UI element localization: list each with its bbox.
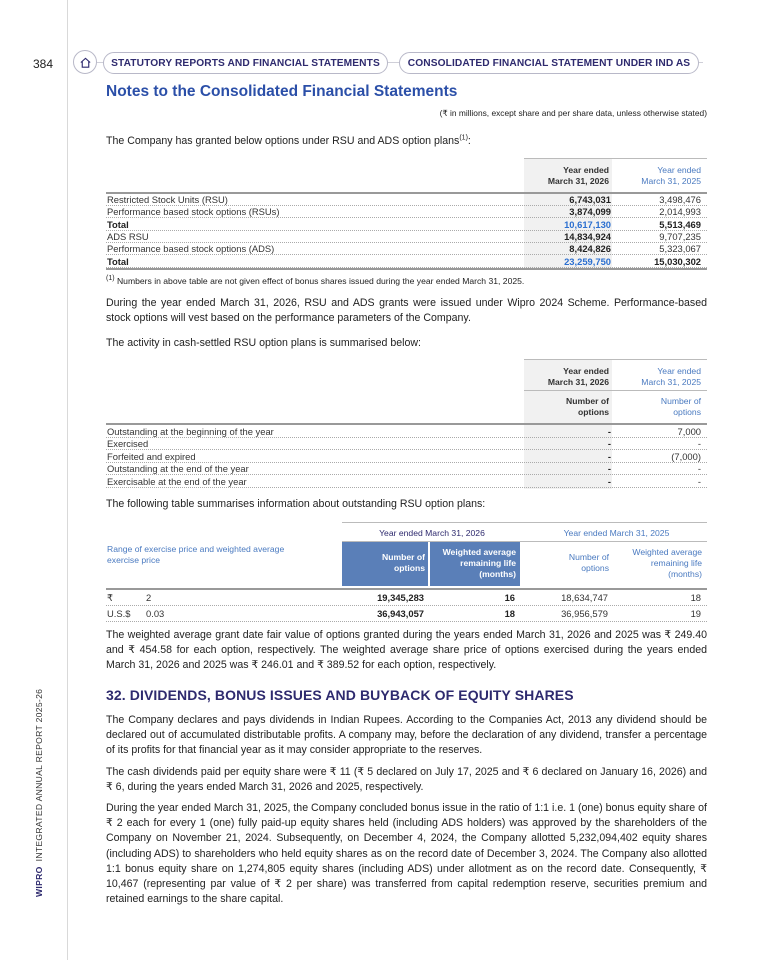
value-2025: 3,498,476 xyxy=(659,194,701,205)
paragraph-cash-dividends: The cash dividends paid per equity share were ₹ 11 (₹ 5 declared on July 17, 2025 and ₹ 6 declared on January 16, 2026) and ₹ 6, during the years ended March 31, 2026 and 2025, respectively. xyxy=(106,766,707,794)
remaining-life-2025: 18 xyxy=(690,592,701,603)
row-label: Exercisable at the end of the year xyxy=(107,475,247,487)
table-row xyxy=(106,243,707,255)
table-row xyxy=(106,438,707,450)
table-row xyxy=(106,463,707,475)
value-2026: - xyxy=(607,450,611,462)
value-2025: 9,707,235 xyxy=(659,230,701,242)
value-2026: - xyxy=(607,438,611,450)
table-row xyxy=(106,194,707,206)
number-options-2026: 19,345,283 xyxy=(377,592,424,603)
exercise-price: 0.03 xyxy=(146,608,165,619)
page-title: Notes to the Consolidated Financial Statements xyxy=(106,83,458,100)
table-row xyxy=(106,426,707,438)
paragraph-outstanding-intro: The following table summarises information about outstanding RSU option plans: xyxy=(106,498,486,510)
group-header-2026: Year ended March 31, 2026 xyxy=(379,528,485,538)
subheader-options-2026: Number of options xyxy=(566,396,609,417)
value-2026: - xyxy=(607,426,611,437)
value-2025: (7,000) xyxy=(671,450,701,462)
table-row xyxy=(106,256,707,268)
home-icon[interactable] xyxy=(73,50,97,74)
section-tab-statutory[interactable]: STATUTORY REPORTS AND FINANCIAL STATEMENTS xyxy=(103,52,388,74)
row-header-price-range: Range of exercise price and weighted average exercise price xyxy=(107,544,285,565)
value-2026: - xyxy=(607,463,611,475)
report-title: INTEGRATED ANNUAL REPORT 2025-26 xyxy=(34,688,44,862)
subheader-options-2025: Number of options xyxy=(660,396,701,417)
table-row xyxy=(106,219,707,231)
paragraph-dividend-policy: The Company declares and pays dividends in Indian Rupees. According to the Companies Act, 2013 any dividend should be declared out of accumulated distributable profits. A company may, before the declaration of any dividend, transfer a percentage of its profits for that financial year as it may consider appropriate to the reserves. xyxy=(106,714,707,757)
col-number-options-2025: Number of options xyxy=(568,552,609,573)
exercise-price: 2 xyxy=(146,592,152,603)
table-row xyxy=(106,608,707,622)
value-2025: 15,030,302 xyxy=(654,255,701,267)
row-label: Total xyxy=(107,255,129,267)
row-label: Restricted Stock Units (RSU) xyxy=(107,194,228,205)
margin-rule xyxy=(67,0,68,960)
value-2025: 5,513,469 xyxy=(659,218,701,230)
table-footnote: $^{(1)}$ Numbers in above table are not given effect of bonus shares issued during the year ended March 31, 2025. xyxy=(106,275,525,286)
col-remaining-life-2026: Weighted average remaining life (months) xyxy=(442,547,516,579)
row-label: Outstanding at the beginning of the year xyxy=(107,426,274,437)
row-label: Performance based stock options (ADS) xyxy=(107,243,275,255)
section-tab-consolidated[interactable]: CONSOLIDATED FINANCIAL STATEMENT UNDER IND AS xyxy=(399,52,699,74)
value-2026: 6,743,031 xyxy=(569,194,611,205)
intro-text: The Company has granted below options under RSU and ADS option plans$^{(1)}$: xyxy=(106,134,471,147)
value-2025: 2,014,993 xyxy=(659,206,701,218)
row-label: ADS RSU xyxy=(107,230,149,242)
value-2026: - xyxy=(607,475,611,487)
value-2026: 14,834,924 xyxy=(564,230,611,242)
group-header-2025: Year ended March 31, 2025 xyxy=(563,528,670,538)
value-2026: 8,424,826 xyxy=(569,243,611,255)
remaining-life-2026: 18 xyxy=(504,608,515,619)
currency-label: U.S.$ xyxy=(107,608,131,619)
value-2025: - xyxy=(697,475,701,487)
table-row xyxy=(106,206,707,218)
col-header-2025: Year ended March 31, 2025 xyxy=(641,366,701,387)
value-2025: - xyxy=(697,438,701,450)
paragraph-grants: During the year ended March 31, 2026, RSU and ADS grants were issued under Wipro 2024 Scheme. Performance-based stock options will vest based on the performance parameters of the Company. xyxy=(106,297,707,325)
paragraph-fair-value: The weighted average grant date fair value of options granted during the years ended March 31, 2026 and 2025 was ₹ 249.40 and ₹ 454.58 for each option, respectively. The weighted average share price of options exercised during the years ended March 31, 2026 and 2025 was ₹ 246.01 and ₹ 389.52 for each option, respectively. xyxy=(106,629,707,672)
table-row xyxy=(106,231,707,243)
row-label: Exercised xyxy=(107,438,149,450)
col-number-options-2026: Number of options xyxy=(382,552,425,573)
remaining-life-2026: 16 xyxy=(504,592,515,603)
options-granted-table xyxy=(106,158,707,270)
row-label: Forfeited and expired xyxy=(107,450,196,462)
value-2025: 7,000 xyxy=(677,426,701,437)
table-row xyxy=(106,451,707,463)
value-2025: 5,323,067 xyxy=(659,243,701,255)
value-2026: 23,259,750 xyxy=(564,255,611,267)
number-options-2025: 36,956,579 xyxy=(561,608,608,619)
cash-settled-rsu-table xyxy=(106,359,707,489)
col-header-2025: Year ended March 31, 2025 xyxy=(641,165,701,186)
table-row xyxy=(106,476,707,488)
paragraph-bonus-issue: During the year ended March 31, 2025, the Company concluded bonus issue in the ratio of 1:1 i.e. 1 (one) bonus equity share of ₹ 2 each for every 1 (one) fully paid-up equity shares held (including ADS holders) was approved by the shareholders of the Company on November 21, 2024. Subsequently, on December 4, 2024, the Company allotted 5,232,094,402 equity shares (including ADS) to shareholders who held equity shares as on the record date of December 3, 2024. The Company also allotted 1:1 bonus equity share on 1,274,805 equity shares (including ADS) under allotment as on the record date. Consequently, ₹ 10,467 (representing par value of ₹ 2 per share) was transferred from capital redemption reserve, securities premium and retained earnings to the share capital. xyxy=(106,802,707,906)
paragraph-activity-intro: The activity in cash-settled RSU option plans is summarised below: xyxy=(106,337,422,349)
row-label: Performance based stock options (RSUs) xyxy=(107,206,280,218)
page-number: 384 xyxy=(33,57,54,71)
col-header-2026: Year ended March 31, 2026 xyxy=(547,165,609,186)
currency-label: ₹ xyxy=(107,592,113,603)
value-2026: 10,617,130 xyxy=(564,218,611,230)
sidebar-report-label xyxy=(34,689,44,897)
value-2025: - xyxy=(697,463,701,475)
units-note: (₹ in millions, except share and per share data, unless otherwise stated) xyxy=(439,108,707,118)
brand-logo: WIPRO xyxy=(34,866,44,897)
value-2026: 3,874,099 xyxy=(569,206,611,218)
section-heading-dividends: 32. DIVIDENDS, BONUS ISSUES AND BUYBACK OF EQUITY SHARES xyxy=(106,687,574,703)
row-label: Total xyxy=(107,218,129,230)
remaining-life-2025: 19 xyxy=(690,608,701,619)
col-remaining-life-2025: Weighted average remaining life (months) xyxy=(632,547,702,579)
col-header-2026: Year ended March 31, 2026 xyxy=(547,366,609,387)
table-row xyxy=(106,592,707,606)
number-options-2026: 36,943,057 xyxy=(377,608,424,619)
row-label: Outstanding at the end of the year xyxy=(107,463,249,475)
number-options-2025: 18,634,747 xyxy=(561,592,608,603)
outstanding-rsu-table xyxy=(106,522,707,622)
